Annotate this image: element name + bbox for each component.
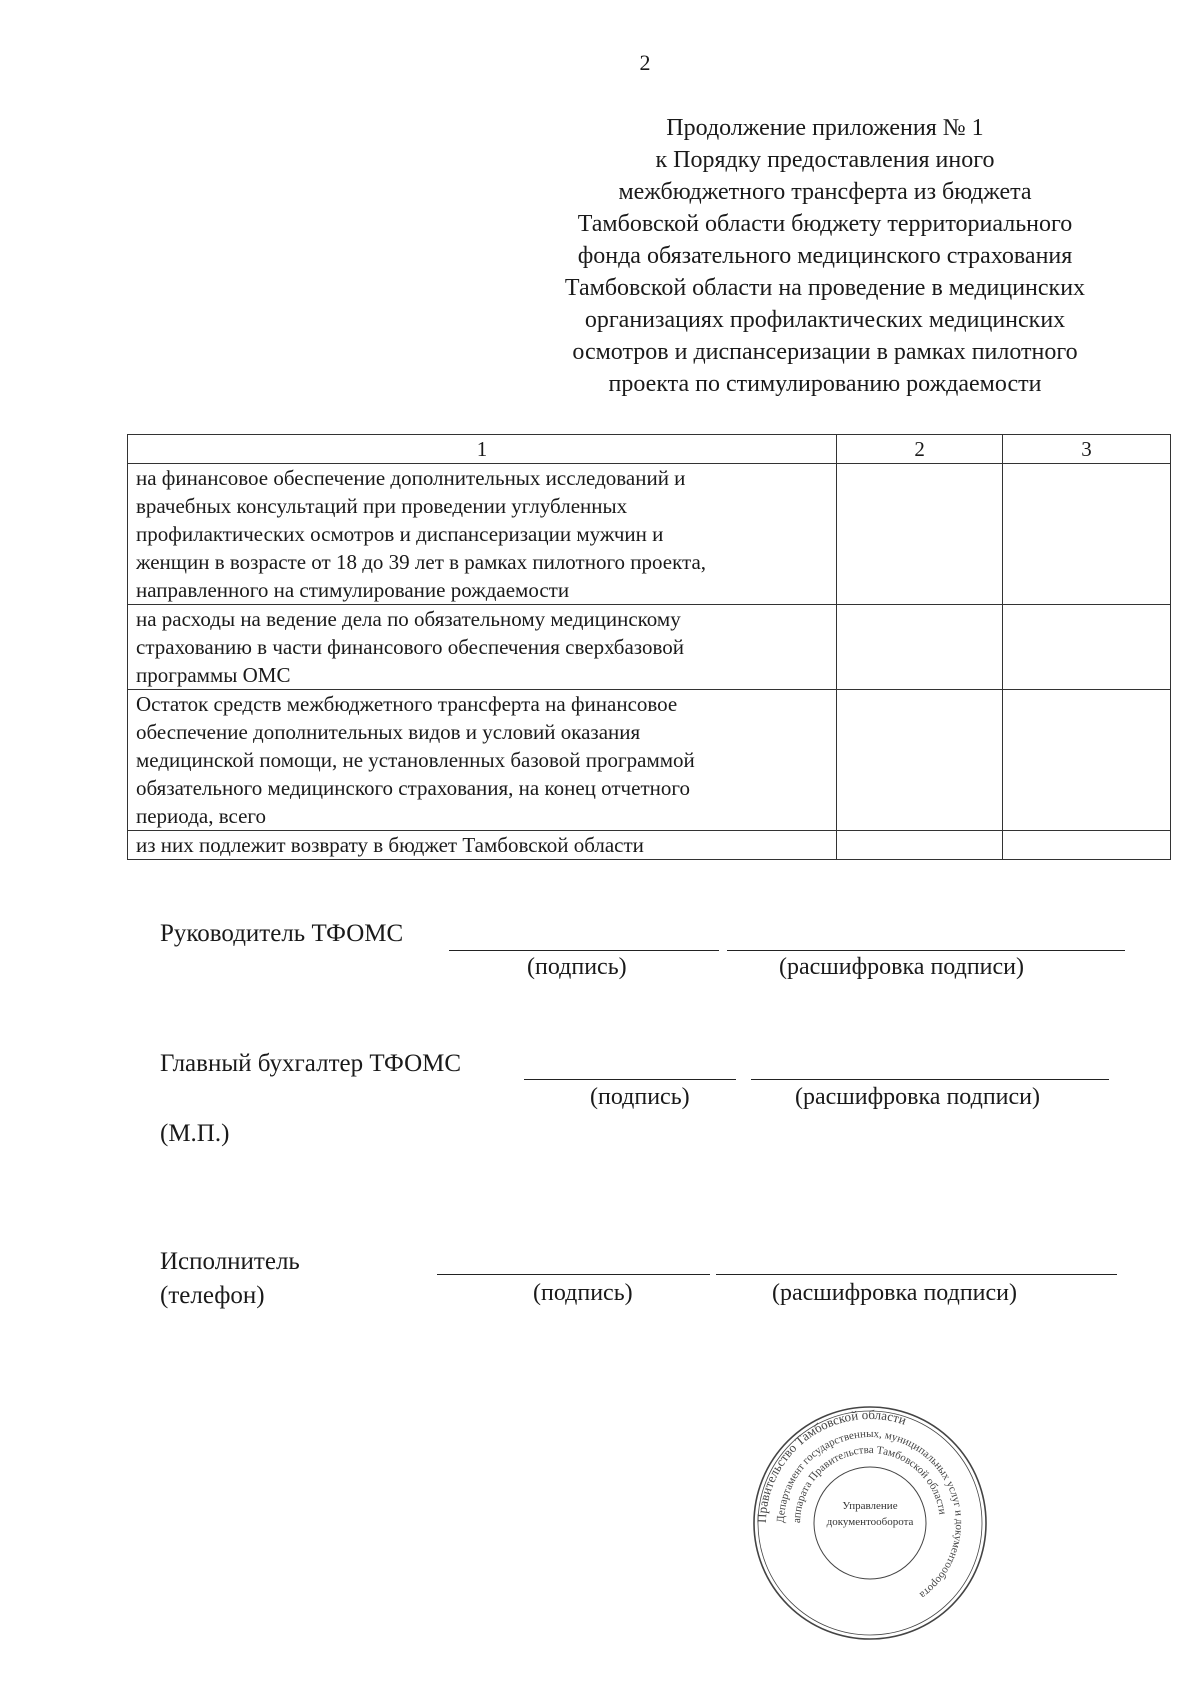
accountant-decoding-line — [751, 1079, 1109, 1080]
appendix-header-line: Продолжение приложения № 1 — [666, 115, 984, 141]
row-description — [128, 605, 837, 690]
table-row — [128, 831, 1171, 860]
table-row — [128, 690, 1171, 831]
appendix-header-line: осмотров и диспансеризации в рамках пилотного — [572, 339, 1078, 365]
row-value-col2 — [837, 690, 1003, 831]
appendix-header-line: межбюджетного трансферта из бюджета — [618, 179, 1032, 205]
accountant-decoding-caption: (расшифровка подписи) — [795, 1084, 1040, 1110]
table-header-row — [128, 435, 1171, 464]
appendix-header-line: организациях профилактических медицинских — [584, 307, 1066, 333]
executor-decoding-line — [716, 1274, 1117, 1275]
accountant-signature-line — [524, 1079, 736, 1080]
row-value-col3 — [1003, 605, 1171, 690]
report-table — [127, 434, 1171, 860]
appendix-header-line: фонда обязательного медицинского страхования — [577, 243, 1073, 269]
row-value-col3 — [1003, 464, 1171, 605]
row-value-col3 — [1003, 831, 1171, 860]
row-line: Остаток средств межбюджетного трансферта на финансовое — [136, 692, 678, 716]
row-description — [128, 690, 837, 831]
accountant-signature-caption: (подпись) — [590, 1084, 690, 1110]
row-line: обязательного медицинского страхования, на конец отчетного — [136, 776, 690, 800]
column-header-2: 2 — [837, 435, 1003, 464]
stamp-ring-outer-text: Правительство Тамбовской области — [753, 1406, 909, 1524]
executor-signature-line — [437, 1274, 710, 1275]
appendix-header-line: Тамбовской области на проведение в медицинских — [564, 275, 1086, 301]
executor-label: Исполнитель — [160, 1248, 300, 1275]
row-value-col2 — [837, 831, 1003, 860]
appendix-header-line: проекта по стимулированию рождаемости — [608, 371, 1042, 397]
appendix-header — [500, 112, 1150, 400]
head-signature-line — [449, 950, 719, 951]
appendix-header-line: Тамбовской области бюджету территориального — [577, 211, 1073, 237]
row-line: обеспечение дополнительных видов и условий оказания — [136, 720, 641, 744]
stamp-ring-inner-text: аппарата Правительства Тамбовской области — [790, 1443, 949, 1524]
executor-signature-caption: (подпись) — [533, 1280, 633, 1306]
head-signature-caption: (подпись) — [527, 954, 627, 980]
official-stamp — [752, 1405, 988, 1641]
stamp-center-line: Управление — [842, 1500, 898, 1512]
row-line: медицинской помощи, не установленных базовой программой — [136, 748, 695, 772]
column-header-1: 1 — [128, 435, 837, 464]
appendix-header-line: к Порядку предоставления иного — [655, 147, 995, 173]
row-value-col3 — [1003, 690, 1171, 831]
head-label: Руководитель ТФОМС — [160, 920, 404, 947]
head-decoding-caption: (расшифровка подписи) — [779, 954, 1024, 980]
accountant-label: Главный бухгалтер ТФОМС — [160, 1050, 462, 1077]
page-number: 2 — [639, 50, 651, 75]
row-line: профилактических осмотров и диспансеризации мужчин и — [136, 522, 664, 546]
row-line: программы ОМС — [136, 663, 291, 687]
row-value-col2 — [837, 605, 1003, 690]
column-header-3: 3 — [1003, 435, 1171, 464]
row-line: на расходы на ведение дела по обязательному медицинскому — [136, 607, 681, 631]
row-value-col2 — [837, 464, 1003, 605]
executor-decoding-caption: (расшифровка подписи) — [772, 1280, 1017, 1306]
row-line: на финансовое обеспечение дополнительных исследований и — [136, 466, 686, 490]
table-row — [128, 464, 1171, 605]
seal-place-label: (М.П.) — [160, 1120, 230, 1147]
row-line: женщин в возрасте от 18 до 39 лет в рамках пилотного проекта, — [136, 550, 707, 574]
row-line: направленного на стимулирование рождаемости — [136, 578, 570, 602]
row-line: периода, всего — [136, 804, 266, 828]
row-description — [128, 831, 837, 860]
row-description — [128, 464, 837, 605]
row-line: страхованию в части финансового обеспечения сверхбазовой — [136, 635, 684, 659]
executor-phone-label: (телефон) — [160, 1282, 265, 1309]
stamp-center-line: документооборота — [826, 1516, 914, 1528]
row-line: врачебных консультаций при проведении углубленных — [136, 494, 628, 518]
stamp-ring-middle-text: Департамент государственных, муниципальных услуг и документооборота — [774, 1427, 966, 1601]
head-decoding-line — [727, 950, 1125, 951]
row-line: из них подлежит возврату в бюджет Тамбовской области — [136, 833, 644, 857]
stamp-center-text — [822, 1498, 918, 1530]
table-row — [128, 605, 1171, 690]
